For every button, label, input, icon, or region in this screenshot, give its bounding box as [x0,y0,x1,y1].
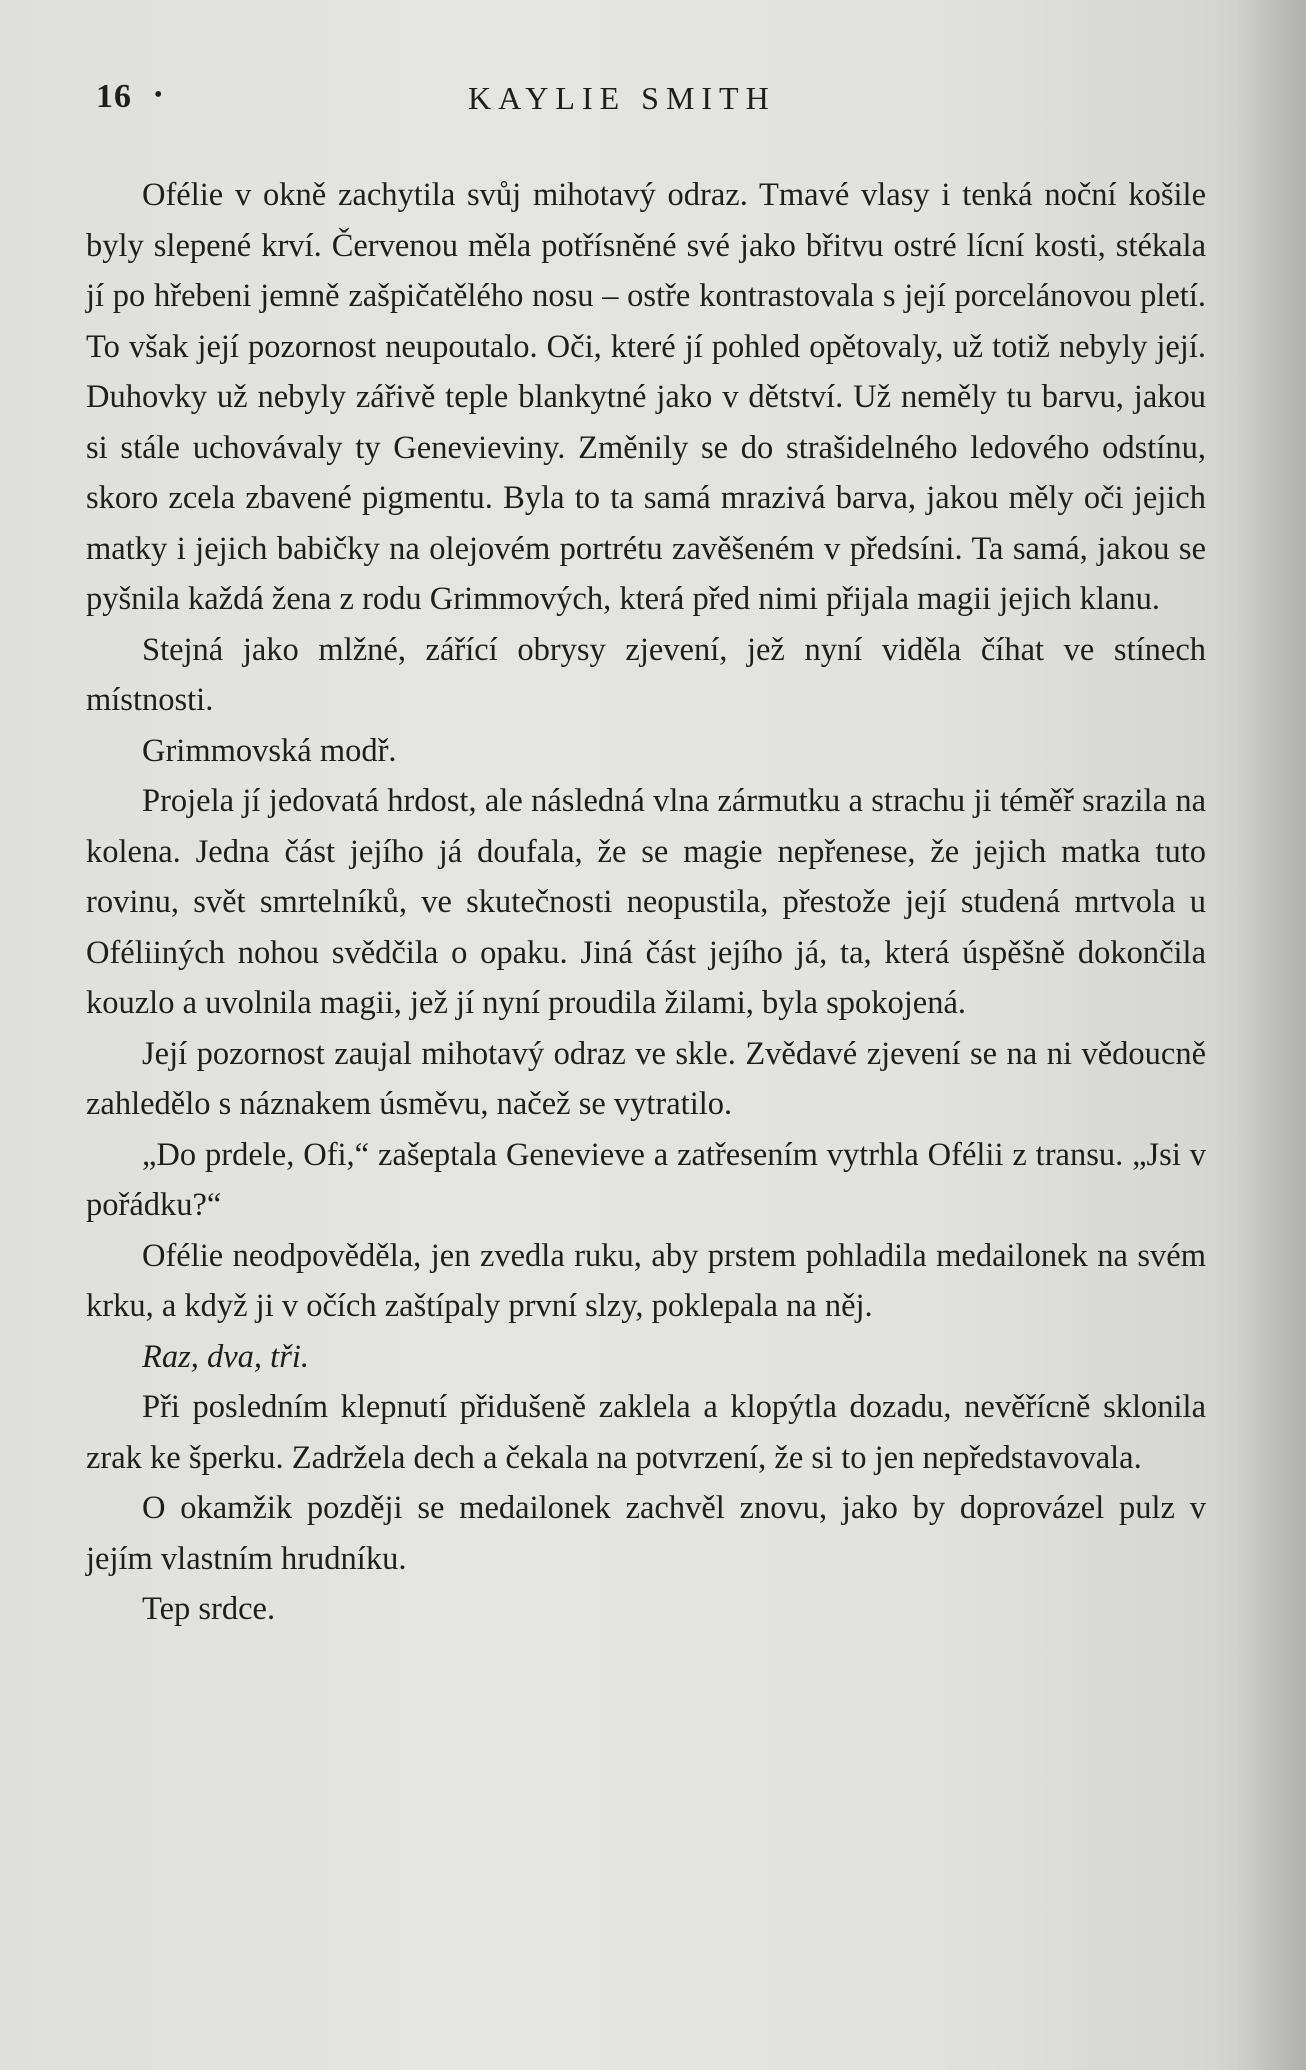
paragraph-5: Její pozornost zaujal mihotavý odraz ve skle. Zvědavé zjevení se na ni vědoucně zahledělo s náznakem úsměvu, načež se vytratilo. [86,1035,1206,1122]
paragraph-9: Při posledním klepnutí přidušeně zaklela a klopýtla dozadu, nevěřícně sklonila zrak ke šperku. Zadržela dech a čekala na potvrzení, že si to jen nepředstavovala. [86,1389,1206,1476]
paragraph-11: Tep srdce. [142,1591,276,1627]
paragraph-10: O okamžik později se medailonek zachvěl znovu, jako by doprovázel pulz v jejím vlastním hrudníku. [86,1490,1206,1577]
paragraph-3: Grimmovská modř. [142,732,397,769]
paragraph-2: Stejná jako mlžné, zářící obrysy zjevení, jež nyní viděla číhat ve stínech místnosti. [86,631,1206,718]
running-head-author: KAYLIE SMITH [468,80,776,116]
paragraph-8: Raz, dva, tři. [142,1338,310,1375]
paragraph-7: Ofélie neodpověděla, jen zvedla ruku, aby prstem pohladila medailonek na svém krku, a když ji v očích zaštípaly první slzy, poklepala na něj. [86,1237,1206,1324]
body-text [86,170,1206,1635]
page-header [96,78,1236,128]
page-number: 16 [96,78,132,115]
ornament-icon: • [154,82,163,108]
paragraph-6: „Do prdele, Ofi,“ zašeptala Genevieve a zatřesením vytrhla Ofélii z transu. „Jsi v pořádku?“ [86,1136,1206,1223]
paragraph-4: Projela jí jedovatá hrdost, ale následná vlna zármutku a strachu ji téměř srazila na kolena. Jedna část jejího já doufala, že se magie nepřenese, že jejich matka tuto rovinu, svět smrtelníků, ve skutečnosti neopustila, přestože její studená mrtvola u Oféliiných nohou svědčila o opaku. Jiná část jejího já, ta, která úspěšně dokončila kouzlo a uvolnila magii, jež jí nyní proudila žilami, byla spokojená. [86,783,1206,1021]
paragraph-1: Ofélie v okně zachytila svůj mihotavý odraz. Tmavé vlasy i tenká noční košile byly slepené krví. Červenou měla potřísněné své jako břitvu ostré lícní kosti, stékala jí po hřebeni jemně zašpičatělého nosu – ostře kontrastovala s její porcelánovou pletí. To však její pozornost neupoutalo. Oči, které jí pohled opětovaly, už totiž nebyly její. Duhovky už nebyly zářivě teple blankytné jako v dětství. Už neměly tu barvu, jakou si stále uchovávaly ty Genevieviny. Změnily se do strašidelného ledového odstínu, skoro zcela zbavené pigmentu. Byla to ta samá mrazivá barva, jakou měly oči jejich matky i jejich babičky na olejovém portrétu zavěšeném v předsíni. Ta samá, jakou se pyšnila každá žena z rodu Grimmových, která před nimi přijala magii jejich klanu. [86,177,1206,617]
page-gutter-shadow [1236,0,1306,2070]
